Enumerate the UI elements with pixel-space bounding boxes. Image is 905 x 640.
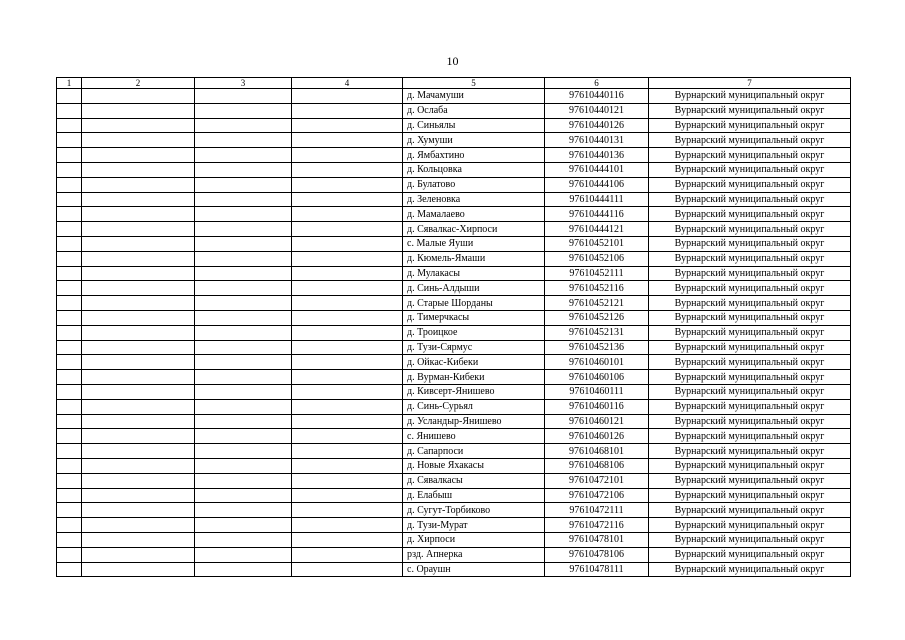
settlement-name-cell: д. Хирпоси bbox=[403, 532, 545, 547]
district-cell: Вурнарский муниципальный округ bbox=[649, 458, 851, 473]
empty-cell-2 bbox=[82, 488, 195, 503]
empty-cell-3 bbox=[195, 414, 292, 429]
district-cell: Вурнарский муниципальный округ bbox=[649, 207, 851, 222]
table-row bbox=[57, 355, 851, 370]
settlement-name-cell: д. Троицкое bbox=[403, 325, 545, 340]
table-row bbox=[57, 325, 851, 340]
empty-cell-4 bbox=[292, 384, 403, 399]
empty-cell-4 bbox=[292, 458, 403, 473]
table-row bbox=[57, 503, 851, 518]
column-header-7: 7 bbox=[649, 78, 851, 89]
column-header-3: 3 bbox=[195, 78, 292, 89]
settlement-name-cell: д. Мамалаево bbox=[403, 207, 545, 222]
page-number: 10 bbox=[446, 54, 459, 68]
settlement-name-cell: д. Мулакасы bbox=[403, 266, 545, 281]
empty-cell-3 bbox=[195, 444, 292, 459]
empty-cell-4 bbox=[292, 192, 403, 207]
district-cell: Вурнарский муниципальный округ bbox=[649, 251, 851, 266]
empty-cell-2 bbox=[82, 148, 195, 163]
empty-cell-2 bbox=[82, 532, 195, 547]
empty-cell-1 bbox=[57, 414, 82, 429]
empty-cell-1 bbox=[57, 473, 82, 488]
empty-cell-2 bbox=[82, 177, 195, 192]
oktmo-code-cell: 97610460126 bbox=[545, 429, 649, 444]
district-cell: Вурнарский муниципальный округ bbox=[649, 503, 851, 518]
empty-cell-1 bbox=[57, 325, 82, 340]
oktmo-code-cell: 97610452101 bbox=[545, 236, 649, 251]
oktmo-code-cell: 97610440121 bbox=[545, 103, 649, 118]
empty-cell-2 bbox=[82, 414, 195, 429]
settlement-name-cell: с. Ораушн bbox=[403, 562, 545, 577]
table-row bbox=[57, 444, 851, 459]
table-body bbox=[57, 89, 851, 577]
empty-cell-2 bbox=[82, 370, 195, 385]
district-cell: Вурнарский муниципальный округ bbox=[649, 89, 851, 104]
empty-cell-2 bbox=[82, 429, 195, 444]
table-row bbox=[57, 148, 851, 163]
empty-cell-3 bbox=[195, 118, 292, 133]
empty-cell-1 bbox=[57, 103, 82, 118]
column-header-1: 1 bbox=[57, 78, 82, 89]
empty-cell-4 bbox=[292, 236, 403, 251]
empty-cell-3 bbox=[195, 458, 292, 473]
oktmo-code-cell: 97610444101 bbox=[545, 162, 649, 177]
empty-cell-4 bbox=[292, 414, 403, 429]
empty-cell-1 bbox=[57, 370, 82, 385]
district-cell: Вурнарский муниципальный округ bbox=[649, 414, 851, 429]
empty-cell-2 bbox=[82, 384, 195, 399]
settlement-name-cell: д. Кюмель-Ямаши bbox=[403, 251, 545, 266]
table-row bbox=[57, 414, 851, 429]
settlement-name-cell: д. Ойкас-Кибеки bbox=[403, 355, 545, 370]
table-row bbox=[57, 103, 851, 118]
table-row bbox=[57, 251, 851, 266]
settlement-name-cell: д. Булатово bbox=[403, 177, 545, 192]
empty-cell-4 bbox=[292, 266, 403, 281]
oktmo-code-cell: 97610460106 bbox=[545, 370, 649, 385]
empty-cell-1 bbox=[57, 296, 82, 311]
empty-cell-3 bbox=[195, 488, 292, 503]
empty-cell-3 bbox=[195, 518, 292, 533]
district-cell: Вурнарский муниципальный округ bbox=[649, 236, 851, 251]
district-cell: Вурнарский муниципальный округ bbox=[649, 325, 851, 340]
empty-cell-4 bbox=[292, 488, 403, 503]
empty-cell-1 bbox=[57, 488, 82, 503]
oktmo-code-cell: 97610440131 bbox=[545, 133, 649, 148]
empty-cell-4 bbox=[292, 325, 403, 340]
oktmo-code-cell: 97610472101 bbox=[545, 473, 649, 488]
empty-cell-3 bbox=[195, 162, 292, 177]
settlement-name-cell: рзд. Апнерка bbox=[403, 547, 545, 562]
empty-cell-2 bbox=[82, 103, 195, 118]
empty-cell-2 bbox=[82, 236, 195, 251]
table-row bbox=[57, 473, 851, 488]
empty-cell-3 bbox=[195, 399, 292, 414]
oktmo-code-cell: 97610478111 bbox=[545, 562, 649, 577]
empty-cell-3 bbox=[195, 89, 292, 104]
settlement-name-cell: д. Кивсерт-Янишево bbox=[403, 384, 545, 399]
district-cell: Вурнарский муниципальный округ bbox=[649, 384, 851, 399]
table-row bbox=[57, 236, 851, 251]
settlement-name-cell: д. Усландыр-Янишево bbox=[403, 414, 545, 429]
oktmo-code-cell: 97610460101 bbox=[545, 355, 649, 370]
district-cell: Вурнарский муниципальный округ bbox=[649, 296, 851, 311]
empty-cell-2 bbox=[82, 266, 195, 281]
oktmo-code-cell: 97610460116 bbox=[545, 399, 649, 414]
oktmo-code-cell: 97610472116 bbox=[545, 518, 649, 533]
oktmo-code-cell: 97610452111 bbox=[545, 266, 649, 281]
empty-cell-2 bbox=[82, 162, 195, 177]
settlement-name-cell: д. Ослаба bbox=[403, 103, 545, 118]
oktmo-code-cell: 97610478106 bbox=[545, 547, 649, 562]
empty-cell-1 bbox=[57, 399, 82, 414]
empty-cell-4 bbox=[292, 103, 403, 118]
empty-cell-2 bbox=[82, 207, 195, 222]
table-row bbox=[57, 562, 851, 577]
empty-cell-1 bbox=[57, 518, 82, 533]
empty-cell-4 bbox=[292, 222, 403, 237]
district-cell: Вурнарский муниципальный округ bbox=[649, 340, 851, 355]
district-cell: Вурнарский муниципальный округ bbox=[649, 266, 851, 281]
oktmo-code-cell: 97610478101 bbox=[545, 532, 649, 547]
empty-cell-2 bbox=[82, 458, 195, 473]
empty-cell-2 bbox=[82, 473, 195, 488]
district-cell: Вурнарский муниципальный округ bbox=[649, 355, 851, 370]
empty-cell-2 bbox=[82, 251, 195, 266]
oktmo-code-cell: 97610472111 bbox=[545, 503, 649, 518]
empty-cell-4 bbox=[292, 251, 403, 266]
empty-cell-4 bbox=[292, 133, 403, 148]
empty-cell-2 bbox=[82, 310, 195, 325]
empty-cell-4 bbox=[292, 89, 403, 104]
empty-cell-1 bbox=[57, 355, 82, 370]
empty-cell-3 bbox=[195, 266, 292, 281]
oktmo-code-cell: 97610440116 bbox=[545, 89, 649, 104]
empty-cell-2 bbox=[82, 562, 195, 577]
oktmo-code-cell: 97610452131 bbox=[545, 325, 649, 340]
settlement-name-cell: д. Новые Яхакасы bbox=[403, 458, 545, 473]
oktmo-code-cell: 97610452136 bbox=[545, 340, 649, 355]
empty-cell-3 bbox=[195, 473, 292, 488]
empty-cell-4 bbox=[292, 503, 403, 518]
district-cell: Вурнарский муниципальный округ bbox=[649, 562, 851, 577]
column-header-5: 5 bbox=[403, 78, 545, 89]
oktmo-code-cell: 97610440126 bbox=[545, 118, 649, 133]
header-row bbox=[57, 78, 851, 89]
district-cell: Вурнарский муниципальный округ bbox=[649, 177, 851, 192]
empty-cell-3 bbox=[195, 370, 292, 385]
district-cell: Вурнарский муниципальный округ bbox=[649, 370, 851, 385]
table-row bbox=[57, 370, 851, 385]
settlement-name-cell: д. Вурман-Кибеки bbox=[403, 370, 545, 385]
settlement-name-cell: д. Старые Шорданы bbox=[403, 296, 545, 311]
column-header-6: 6 bbox=[545, 78, 649, 89]
empty-cell-4 bbox=[292, 281, 403, 296]
table-row bbox=[57, 384, 851, 399]
empty-cell-4 bbox=[292, 547, 403, 562]
settlement-name-cell: д. Ямбахтино bbox=[403, 148, 545, 163]
table-row bbox=[57, 532, 851, 547]
table-row bbox=[57, 266, 851, 281]
oktmo-code-cell: 97610452116 bbox=[545, 281, 649, 296]
empty-cell-3 bbox=[195, 355, 292, 370]
empty-cell-1 bbox=[57, 429, 82, 444]
empty-cell-4 bbox=[292, 296, 403, 311]
empty-cell-1 bbox=[57, 562, 82, 577]
empty-cell-2 bbox=[82, 118, 195, 133]
table-row bbox=[57, 310, 851, 325]
settlement-name-cell: д. Тузи-Сярмус bbox=[403, 340, 545, 355]
empty-cell-1 bbox=[57, 281, 82, 296]
district-cell: Вурнарский муниципальный округ bbox=[649, 103, 851, 118]
oktmo-code-cell: 97610468106 bbox=[545, 458, 649, 473]
table-row bbox=[57, 429, 851, 444]
table-row bbox=[57, 222, 851, 237]
district-cell: Вурнарский муниципальный округ bbox=[649, 222, 851, 237]
empty-cell-3 bbox=[195, 296, 292, 311]
empty-cell-2 bbox=[82, 340, 195, 355]
settlement-name-cell: д. Тимерчкасы bbox=[403, 310, 545, 325]
settlement-name-cell: д. Хумуши bbox=[403, 133, 545, 148]
oktmo-code-cell: 97610452106 bbox=[545, 251, 649, 266]
empty-cell-2 bbox=[82, 399, 195, 414]
oktmo-code-cell: 97610460121 bbox=[545, 414, 649, 429]
district-cell: Вурнарский муниципальный округ bbox=[649, 488, 851, 503]
district-cell: Вурнарский муниципальный округ bbox=[649, 148, 851, 163]
table-row bbox=[57, 518, 851, 533]
empty-cell-1 bbox=[57, 384, 82, 399]
table-row bbox=[57, 547, 851, 562]
empty-cell-3 bbox=[195, 562, 292, 577]
table-row bbox=[57, 133, 851, 148]
district-cell: Вурнарский муниципальный округ bbox=[649, 399, 851, 414]
district-cell: Вурнарский муниципальный округ bbox=[649, 192, 851, 207]
table-row bbox=[57, 192, 851, 207]
empty-cell-2 bbox=[82, 133, 195, 148]
empty-cell-3 bbox=[195, 133, 292, 148]
district-cell: Вурнарский муниципальный округ bbox=[649, 118, 851, 133]
settlement-name-cell: д. Синьялы bbox=[403, 118, 545, 133]
empty-cell-4 bbox=[292, 532, 403, 547]
empty-cell-1 bbox=[57, 310, 82, 325]
empty-cell-4 bbox=[292, 340, 403, 355]
empty-cell-3 bbox=[195, 340, 292, 355]
settlement-name-cell: д. Синь-Сурьял bbox=[403, 399, 545, 414]
table-row bbox=[57, 488, 851, 503]
empty-cell-2 bbox=[82, 192, 195, 207]
empty-cell-1 bbox=[57, 532, 82, 547]
empty-cell-2 bbox=[82, 281, 195, 296]
empty-cell-2 bbox=[82, 547, 195, 562]
settlement-name-cell: д. Синь-Алдыши bbox=[403, 281, 545, 296]
table-row bbox=[57, 177, 851, 192]
district-cell: Вурнарский муниципальный округ bbox=[649, 473, 851, 488]
empty-cell-2 bbox=[82, 518, 195, 533]
empty-cell-3 bbox=[195, 429, 292, 444]
empty-cell-2 bbox=[82, 503, 195, 518]
settlement-name-cell: с. Янишево bbox=[403, 429, 545, 444]
empty-cell-1 bbox=[57, 340, 82, 355]
district-cell: Вурнарский муниципальный округ bbox=[649, 162, 851, 177]
empty-cell-1 bbox=[57, 222, 82, 237]
settlement-name-cell: д. Сявалкасы bbox=[403, 473, 545, 488]
empty-cell-4 bbox=[292, 429, 403, 444]
empty-cell-3 bbox=[195, 148, 292, 163]
oktmo-code-cell: 97610444116 bbox=[545, 207, 649, 222]
empty-cell-3 bbox=[195, 222, 292, 237]
empty-cell-4 bbox=[292, 207, 403, 222]
empty-cell-3 bbox=[195, 325, 292, 340]
oktmo-code-cell: 97610452126 bbox=[545, 310, 649, 325]
settlement-name-cell: д. Сугут-Торбиково bbox=[403, 503, 545, 518]
empty-cell-4 bbox=[292, 399, 403, 414]
empty-cell-3 bbox=[195, 103, 292, 118]
empty-cell-1 bbox=[57, 503, 82, 518]
empty-cell-3 bbox=[195, 281, 292, 296]
empty-cell-1 bbox=[57, 192, 82, 207]
empty-cell-4 bbox=[292, 177, 403, 192]
district-cell: Вурнарский муниципальный округ bbox=[649, 444, 851, 459]
empty-cell-3 bbox=[195, 503, 292, 518]
settlement-name-cell: с. Малые Яуши bbox=[403, 236, 545, 251]
empty-cell-1 bbox=[57, 148, 82, 163]
oktmo-code-cell: 97610460111 bbox=[545, 384, 649, 399]
settlements-table bbox=[56, 77, 851, 577]
empty-cell-1 bbox=[57, 458, 82, 473]
empty-cell-1 bbox=[57, 177, 82, 192]
settlement-name-cell: д. Сявалкас-Хирпоси bbox=[403, 222, 545, 237]
table-row bbox=[57, 296, 851, 311]
empty-cell-3 bbox=[195, 236, 292, 251]
oktmo-code-cell: 97610452121 bbox=[545, 296, 649, 311]
district-cell: Вурнарский муниципальный округ bbox=[649, 429, 851, 444]
table-row bbox=[57, 399, 851, 414]
empty-cell-4 bbox=[292, 444, 403, 459]
empty-cell-4 bbox=[292, 562, 403, 577]
settlement-name-cell: д. Сапарпоси bbox=[403, 444, 545, 459]
empty-cell-2 bbox=[82, 325, 195, 340]
empty-cell-3 bbox=[195, 207, 292, 222]
table-row bbox=[57, 340, 851, 355]
district-cell: Вурнарский муниципальный округ bbox=[649, 133, 851, 148]
empty-cell-1 bbox=[57, 133, 82, 148]
empty-cell-4 bbox=[292, 370, 403, 385]
empty-cell-1 bbox=[57, 547, 82, 562]
empty-cell-3 bbox=[195, 310, 292, 325]
empty-cell-4 bbox=[292, 310, 403, 325]
empty-cell-4 bbox=[292, 355, 403, 370]
empty-cell-3 bbox=[195, 177, 292, 192]
table-row bbox=[57, 207, 851, 222]
oktmo-code-cell: 97610472106 bbox=[545, 488, 649, 503]
empty-cell-1 bbox=[57, 266, 82, 281]
empty-cell-1 bbox=[57, 251, 82, 266]
empty-cell-4 bbox=[292, 162, 403, 177]
oktmo-code-cell: 97610440136 bbox=[545, 148, 649, 163]
empty-cell-1 bbox=[57, 162, 82, 177]
empty-cell-4 bbox=[292, 148, 403, 163]
settlement-name-cell: д. Елабыш bbox=[403, 488, 545, 503]
empty-cell-1 bbox=[57, 444, 82, 459]
empty-cell-2 bbox=[82, 89, 195, 104]
oktmo-code-cell: 97610444111 bbox=[545, 192, 649, 207]
empty-cell-3 bbox=[195, 192, 292, 207]
column-header-4: 4 bbox=[292, 78, 403, 89]
table-row bbox=[57, 281, 851, 296]
empty-cell-1 bbox=[57, 236, 82, 251]
empty-cell-1 bbox=[57, 89, 82, 104]
settlement-name-cell: д. Мачамуши bbox=[403, 89, 545, 104]
empty-cell-1 bbox=[57, 207, 82, 222]
empty-cell-3 bbox=[195, 547, 292, 562]
district-cell: Вурнарский муниципальный округ bbox=[649, 547, 851, 562]
empty-cell-3 bbox=[195, 532, 292, 547]
empty-cell-2 bbox=[82, 296, 195, 311]
table-row bbox=[57, 89, 851, 104]
empty-cell-2 bbox=[82, 444, 195, 459]
district-cell: Вурнарский муниципальный округ bbox=[649, 310, 851, 325]
oktmo-code-cell: 97610468101 bbox=[545, 444, 649, 459]
settlement-name-cell: д. Тузи-Мурат bbox=[403, 518, 545, 533]
district-cell: Вурнарский муниципальный округ bbox=[649, 281, 851, 296]
column-header-2: 2 bbox=[82, 78, 195, 89]
empty-cell-4 bbox=[292, 518, 403, 533]
table-row bbox=[57, 162, 851, 177]
oktmo-code-cell: 97610444106 bbox=[545, 177, 649, 192]
empty-cell-3 bbox=[195, 384, 292, 399]
empty-cell-2 bbox=[82, 222, 195, 237]
district-cell: Вурнарский муниципальный округ bbox=[649, 532, 851, 547]
empty-cell-2 bbox=[82, 355, 195, 370]
empty-cell-1 bbox=[57, 118, 82, 133]
settlement-name-cell: д. Зеленовка bbox=[403, 192, 545, 207]
table-row bbox=[57, 118, 851, 133]
empty-cell-4 bbox=[292, 118, 403, 133]
district-cell: Вурнарский муниципальный округ bbox=[649, 518, 851, 533]
empty-cell-3 bbox=[195, 251, 292, 266]
settlement-name-cell: д. Кольцовка bbox=[403, 162, 545, 177]
oktmo-code-cell: 97610444121 bbox=[545, 222, 649, 237]
empty-cell-4 bbox=[292, 473, 403, 488]
table-row bbox=[57, 458, 851, 473]
